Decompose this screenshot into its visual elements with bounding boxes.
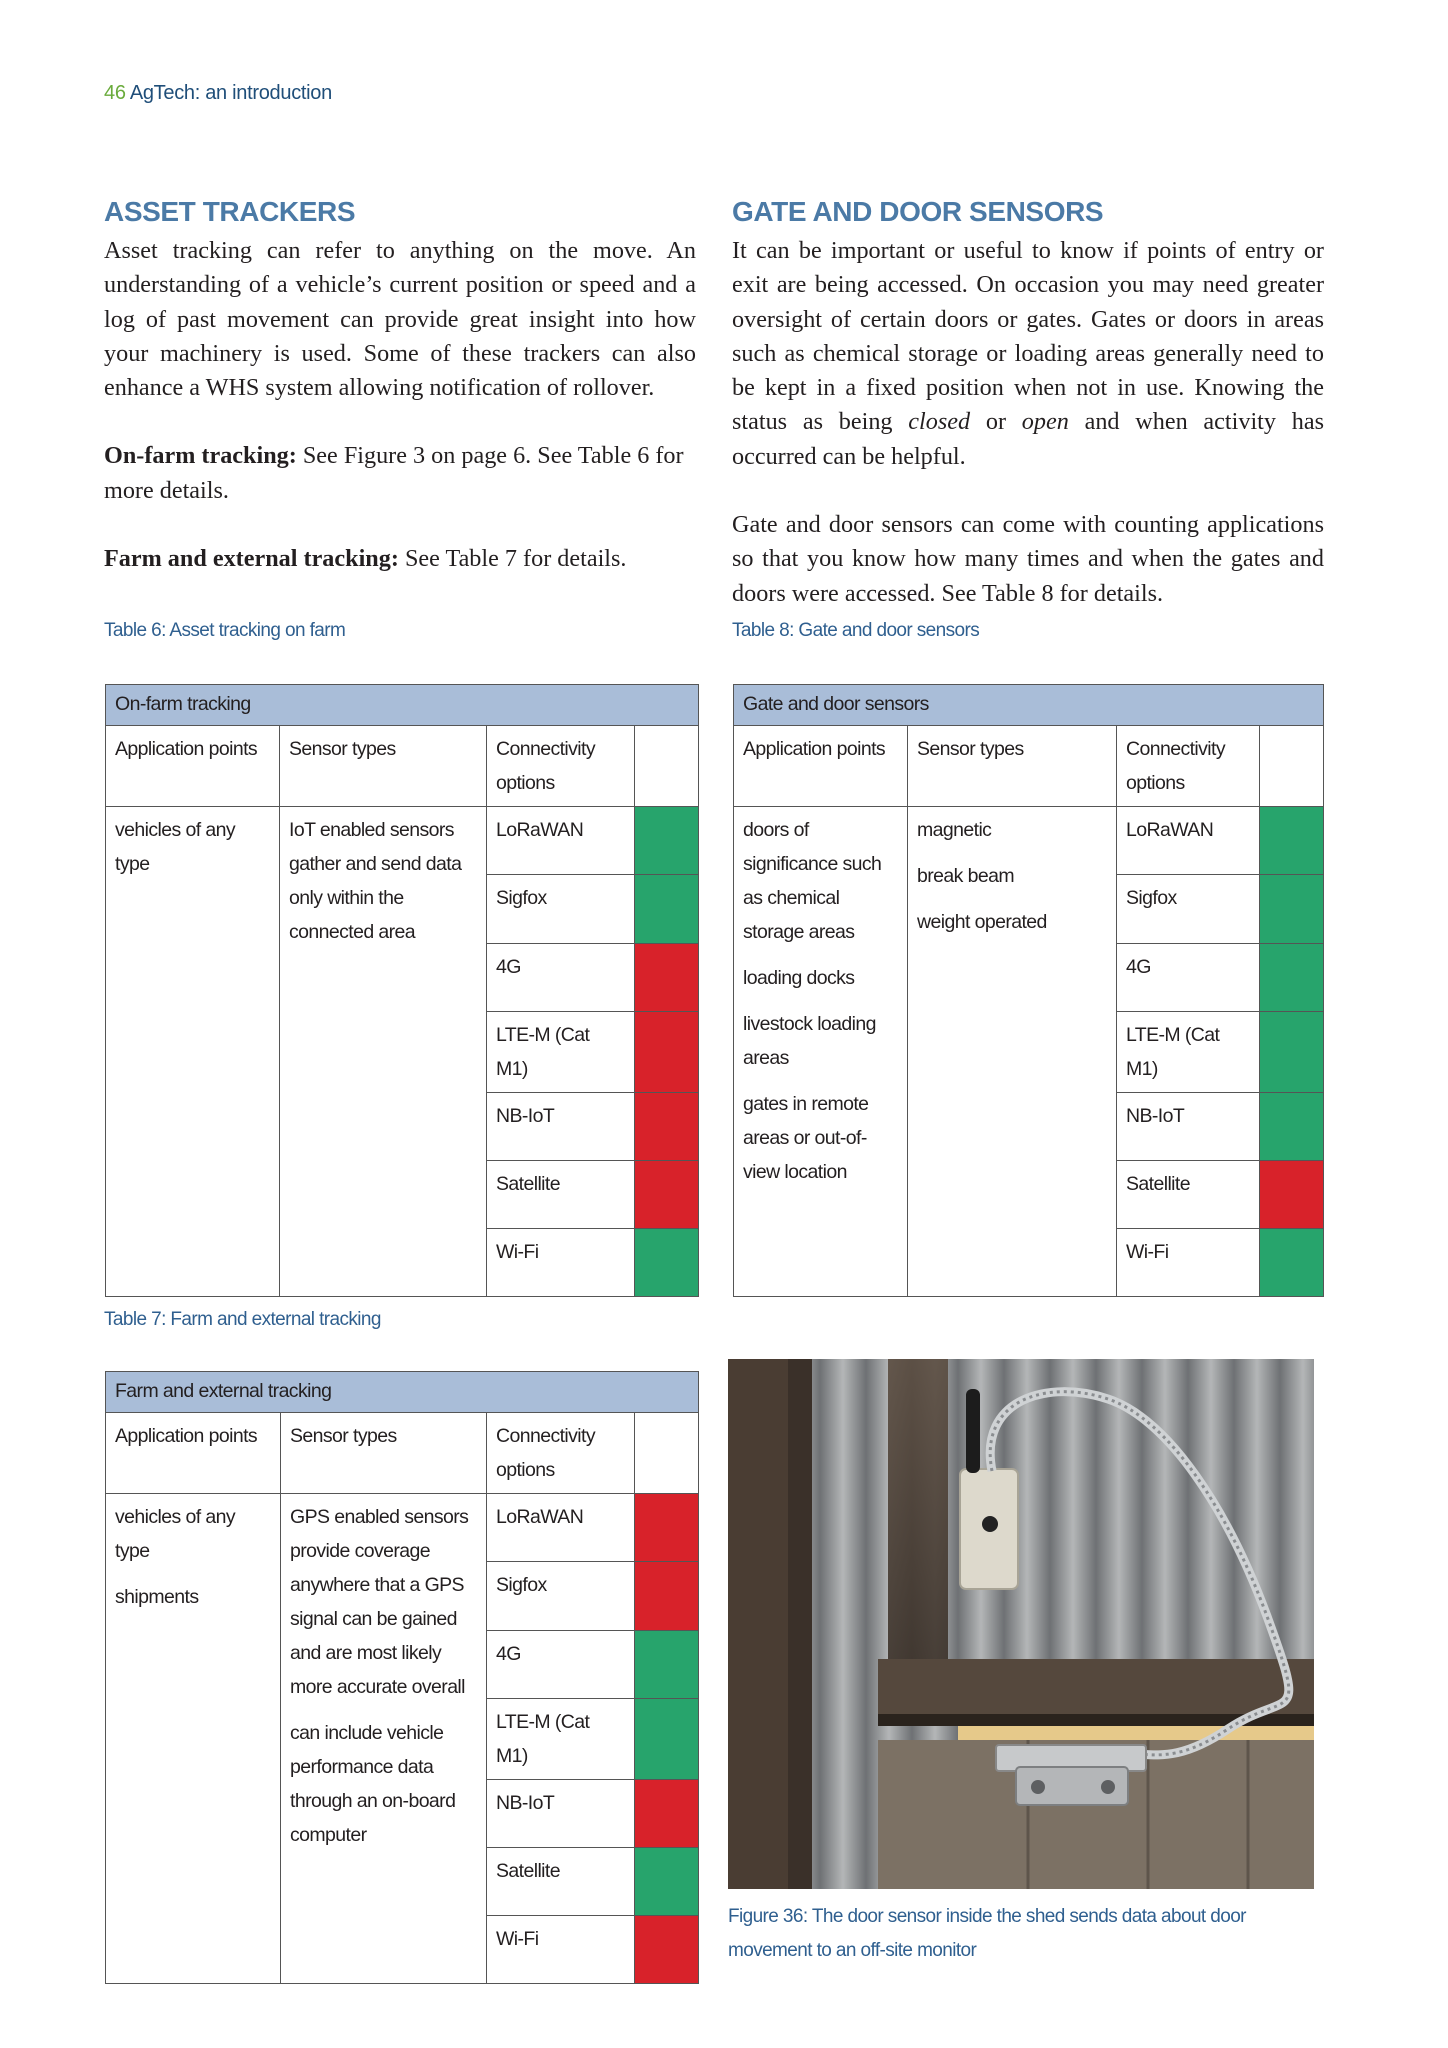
table7-status-4g <box>635 1631 699 1699</box>
table6-caption: Table 6: Asset tracking on farm <box>104 620 346 641</box>
asset-trackers-heading: ASSET TRACKERS <box>104 196 356 227</box>
table6-app-item: vehicles of any type <box>115 819 235 875</box>
table7-conn-ltem: LTE-M (Cat M1) <box>487 1699 635 1780</box>
table7-header-status <box>635 1413 699 1494</box>
table6-status-nbiot <box>635 1093 699 1161</box>
table8-header-sensor: Sensor types <box>908 726 1117 807</box>
on-farm-tracking-para <box>104 439 696 508</box>
running-title: AgTech: an introduction <box>129 82 332 104</box>
table7-sensor-item: can include vehicle performance data through an on-board computer <box>290 1722 456 1846</box>
table8-app-item: loading docks <box>743 967 855 989</box>
table6-conn-nbiot: NB-IoT <box>487 1093 635 1161</box>
table8-status-wifi <box>1260 1229 1324 1297</box>
gate-door-para1-a: It can be important or useful to know if points of entry or exit are being accessed. On occasion you may need greater oversight of certain doors or gates. Gates or doors in areas such as chemical storage or loading areas generally need to be kept in a fixed position when not in use. Knowing the status as being <box>732 237 1324 436</box>
table8-status-sigfox <box>1260 875 1324 944</box>
table6-conn-lorawan: LoRaWAN <box>487 807 635 875</box>
table8-conn-nbiot: NB-IoT <box>1117 1093 1260 1161</box>
or-word: or <box>970 408 1022 436</box>
gate-door-para2: Gate and door sensors can come with counting applications so that you know how many times and when the gates and doors were accessed. See Table 8 for details. <box>732 511 1324 607</box>
table8-header-connectivity: Connectivity options <box>1117 726 1260 807</box>
door-sensor-photo <box>728 1359 1314 1889</box>
table8-status-4g <box>1260 944 1324 1012</box>
table8-status-satellite <box>1260 1161 1324 1229</box>
closed-word: closed <box>908 408 971 436</box>
table8-application-points <box>734 807 908 1297</box>
table8-title: Gate and door sensors <box>734 685 1324 726</box>
table6 <box>105 684 699 1297</box>
table7-conn-wifi: Wi-Fi <box>487 1916 635 1984</box>
gate-door-body <box>732 234 1324 611</box>
table8-status-lorawan <box>1260 807 1324 875</box>
table6-conn-satellite: Satellite <box>487 1161 635 1229</box>
open-word: open <box>1021 408 1069 436</box>
table8-sensor-item: magnetic <box>917 819 992 841</box>
table7 <box>105 1371 699 1984</box>
table7-status-nbiot <box>635 1780 699 1848</box>
table8-header-status <box>1260 726 1324 807</box>
table7-conn-satellite: Satellite <box>487 1848 635 1916</box>
table7-status-ltem <box>635 1699 699 1780</box>
table7-status-lorawan <box>635 1494 699 1562</box>
table7-header-application: Application points <box>106 1413 281 1494</box>
table8-sensor-item: break beam <box>917 865 1014 887</box>
table6-conn-ltem: LTE-M (Cat M1) <box>487 1012 635 1093</box>
table6-status-sigfox <box>635 875 699 944</box>
table6-conn-sigfox: Sigfox <box>487 875 635 944</box>
table6-status-satellite <box>635 1161 699 1229</box>
table8-conn-ltem: LTE-M (Cat M1) <box>1117 1012 1260 1093</box>
table7-header-connectivity: Connectivity options <box>487 1413 635 1494</box>
table7-app-item: vehicles of any type <box>115 1506 235 1562</box>
table7-conn-lorawan: LoRaWAN <box>487 1494 635 1562</box>
table7-application-points <box>106 1494 281 1984</box>
table6-application-points <box>106 807 280 1297</box>
table8-app-item: gates in remote areas or out-of-view location <box>743 1093 869 1183</box>
table7-caption: Table 7: Farm and external tracking <box>104 1309 381 1330</box>
asset-trackers-body <box>104 234 696 576</box>
table8-app-item: livestock loading areas <box>743 1013 876 1069</box>
table6-header-status <box>635 726 699 807</box>
table8-conn-satellite: Satellite <box>1117 1161 1260 1229</box>
table7-conn-sigfox: Sigfox <box>487 1562 635 1631</box>
farm-external-tracking-para <box>104 542 696 576</box>
gate-door-sensors-heading: GATE AND DOOR SENSORS <box>732 196 1104 227</box>
table6-title: On-farm tracking <box>106 685 699 726</box>
figure36-caption: Figure 36: The door sensor inside the shed sends data about door movement to an off-site monitor <box>728 1906 1246 1961</box>
table7-conn-4g: 4G <box>487 1631 635 1699</box>
table8-app-item: doors of significance such as chemical storage areas <box>743 819 882 943</box>
table7-header-sensor: Sensor types <box>281 1413 487 1494</box>
table8-header-application: Application points <box>734 726 908 807</box>
table7-status-wifi <box>635 1916 699 1984</box>
table6-status-lorawan <box>635 807 699 875</box>
table6-status-4g <box>635 944 699 1012</box>
table8-sensor-types <box>908 807 1117 1297</box>
farm-external-tracking-label: Farm and external tracking: <box>104 545 399 573</box>
table8-sensor-item: weight operated <box>917 911 1047 933</box>
gate-door-para1-b: and when activity has occurred can be helpful. <box>732 408 1324 470</box>
table8-conn-4g: 4G <box>1117 944 1260 1012</box>
table8-status-nbiot <box>1260 1093 1324 1161</box>
table6-header-connectivity: Connectivity options <box>487 726 635 807</box>
table6-conn-4g: 4G <box>487 944 635 1012</box>
on-farm-tracking-label: On-farm tracking: <box>104 442 297 470</box>
table7-status-sigfox <box>635 1562 699 1631</box>
running-header <box>104 82 332 105</box>
table7-sensor-item: GPS enabled sensors provide coverage anywhere that a GPS signal can be gained and are most likely more accurate overall <box>290 1506 469 1698</box>
table7-sensor-types <box>281 1494 487 1984</box>
table8-caption: Table 8: Gate and door sensors <box>732 620 980 641</box>
farm-external-tracking-text: See Table 7 for details. <box>398 545 627 573</box>
table8-status-ltem <box>1260 1012 1324 1093</box>
table7-app-item: shipments <box>115 1586 199 1608</box>
table7-title: Farm and external tracking <box>106 1372 699 1413</box>
table6-status-ltem <box>635 1012 699 1093</box>
on-farm-tracking-text: See Figure 3 on page 6. See Table 6 for more details. <box>104 442 684 504</box>
table8-conn-wifi: Wi-Fi <box>1117 1229 1260 1297</box>
page-number: 46 <box>104 82 126 104</box>
table6-conn-wifi: Wi-Fi <box>487 1229 635 1297</box>
table6-header-application: Application points <box>106 726 280 807</box>
table6-sensor-item: IoT enabled sensors gather and send data only within the connected area <box>289 819 462 943</box>
asset-trackers-para: Asset tracking can refer to anything on the move. An understanding of a vehicle’s current position or speed and a log of past movement can provide great insight into how your machinery is used. Some of these trackers can also enhance a WHS system allowing notification of rollover. <box>104 237 696 402</box>
table8-conn-lorawan: LoRaWAN <box>1117 807 1260 875</box>
table8-conn-sigfox: Sigfox <box>1117 875 1260 944</box>
table7-conn-nbiot: NB-IoT <box>487 1780 635 1848</box>
table7-status-satellite <box>635 1848 699 1916</box>
table6-sensor-types <box>280 807 487 1297</box>
gate-door-para1 <box>732 234 1324 474</box>
table8 <box>733 684 1324 1297</box>
table6-status-wifi <box>635 1229 699 1297</box>
table6-header-sensor: Sensor types <box>280 726 487 807</box>
